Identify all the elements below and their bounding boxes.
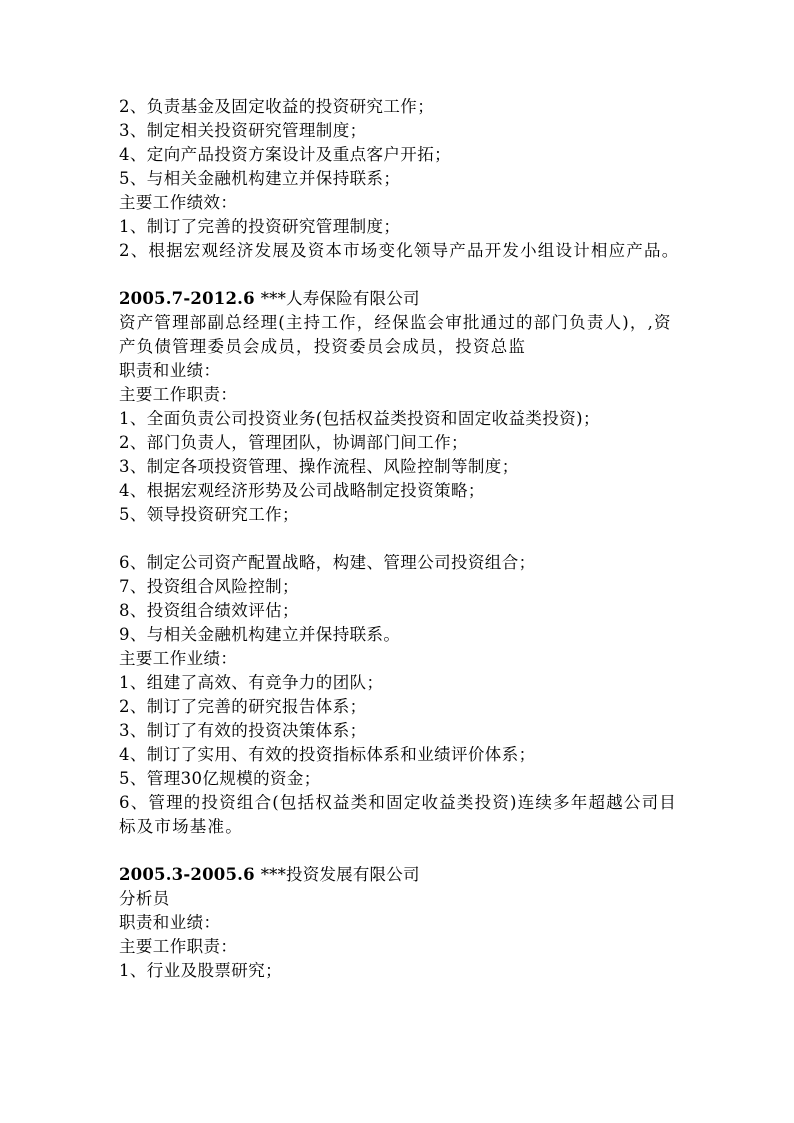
job-title: 资产管理部副总经理(主持工作，经保监会审批通过的部门负责人)，,资产负债管理委员会成员，投资委员会成员，投资总监	[119, 313, 672, 356]
results-label: 主要工作绩效：	[119, 193, 238, 212]
section-1	[119, 95, 684, 263]
duty-item: 4、根据宏观经济形势及公司战略制定投资策略；	[119, 481, 485, 500]
duty-item: 7、投资组合风险控制；	[119, 577, 299, 596]
job-period: 2005.7-2012.6	[119, 289, 255, 308]
spacer	[119, 263, 684, 287]
duty-item: 4、定向产品投资方案设计及重点客户开拓；	[119, 145, 451, 164]
company-name: ***投资发展有限公司	[260, 865, 420, 884]
duties-results-label: 职责和业绩：	[119, 361, 221, 380]
result-item: 2、制订了完善的研究报告体系；	[119, 697, 367, 716]
duty-item: 6、制定公司资产配置战略，构建、管理公司投资组合；	[119, 553, 536, 572]
section-2	[119, 287, 684, 839]
result-item: 3、制订了有效的投资决策体系；	[119, 721, 367, 740]
duties-label: 主要工作职责：	[119, 937, 238, 956]
result-item: 6、管理的投资组合(包括权益类和固定收益类投资)连续多年超越公司目标及市场基准。	[119, 793, 677, 836]
duty-item: 1、全面负责公司投资业务(包括权益类投资和固定收益类投资)；	[119, 409, 600, 428]
section-3	[119, 863, 684, 983]
spacer	[119, 527, 684, 551]
result-item: 2、根据宏观经济发展及资本市场变化领导产品开发小组设计相应产品。	[119, 241, 680, 260]
duty-item: 1、行业及股票研究；	[119, 961, 282, 980]
duty-item: 5、领导投资研究工作；	[119, 505, 299, 524]
result-item: 1、制订了完善的投资研究管理制度；	[119, 217, 401, 236]
result-item: 1、组建了高效、有竞争力的团队；	[119, 673, 384, 692]
job-heading	[119, 863, 684, 887]
duty-item: 5、与相关金融机构建立并保持联系；	[119, 169, 401, 188]
duty-item: 3、制定相关投资研究管理制度；	[119, 121, 367, 140]
results-label: 主要工作业绩：	[119, 649, 238, 668]
duty-item: 8、投资组合绩效评估；	[119, 601, 299, 620]
duty-item: 2、部门负责人，管理团队，协调部门间工作；	[119, 433, 468, 452]
job-title: 分析员	[119, 889, 170, 908]
result-item: 4、制订了实用、有效的投资指标体系和业绩评价体系；	[119, 745, 536, 764]
duty-item: 2、负责基金及固定收益的投资研究工作；	[119, 97, 435, 116]
duty-item: 3、制定各项投资管理、操作流程、风险控制等制度；	[119, 457, 519, 476]
company-name: ***人寿保险有限公司	[260, 289, 420, 308]
duties-results-label: 职责和业绩：	[119, 913, 221, 932]
spacer	[119, 839, 684, 863]
duties-label: 主要工作职责：	[119, 385, 238, 404]
job-period: 2005.3-2005.6	[119, 865, 255, 884]
result-item: 5、管理30亿规模的资金；	[119, 769, 321, 788]
duty-item: 9、与相关金融机构建立并保持联系。	[119, 625, 401, 644]
job-heading	[119, 287, 684, 311]
